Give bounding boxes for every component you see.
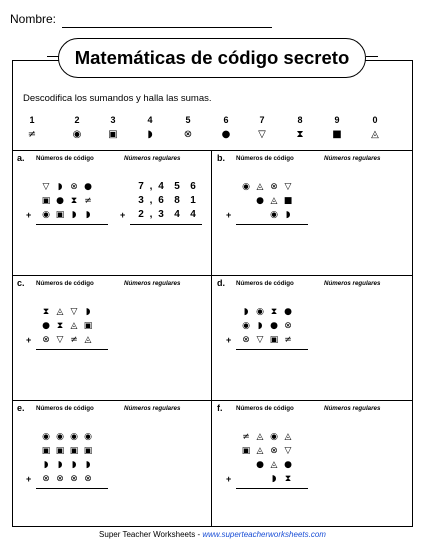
problem-panel [12,400,212,525]
key-digit: 0 [372,115,378,125]
code-symbol-icon: ⊗ [270,182,278,192]
code-symbol-icon: ◗ [271,474,277,484]
key-item [214,113,238,143]
code-row [226,430,306,444]
code-symbol-icon: ◬ [256,182,264,192]
code-symbol-icon: ◉ [84,432,92,442]
problem-panel [212,400,412,525]
code-symbol-icon: ◬ [270,196,278,206]
code-numbers-header: Números de código [36,405,94,412]
key-digit: 1 [29,115,35,125]
code-row [26,458,106,472]
code-symbol-icon: ≠ [84,196,92,206]
code-symbol-icon: ▣ [83,321,93,331]
key-symbol-icon: ▽ [258,129,266,140]
key-symbol-icon: ● [221,129,231,140]
regular-digit: 6 [190,181,196,192]
code-symbol-icon: ▽ [284,446,292,456]
regular-digit: , [149,209,153,220]
code-symbol-icon: ● [84,182,92,192]
code-row [226,472,306,486]
code-symbol-icon: ▣ [41,196,51,206]
code-numbers-header: Números de código [236,280,294,287]
code-symbol-icon: ◉ [42,210,50,220]
code-symbol-icon: ⊗ [242,335,250,345]
regular-digit: 1 [190,195,196,206]
code-symbol-icon: ▽ [42,182,50,192]
code-symbol-icon: ● [256,460,264,470]
code-numbers-header: Números de código [36,155,94,162]
code-symbol-icon: ◉ [242,321,250,331]
regular-row [120,208,200,222]
code-row [226,208,306,222]
code-row [26,194,106,208]
key-symbol-icon: ⧗ [296,129,304,140]
code-row [226,333,306,347]
key-item [288,113,312,143]
code-row [26,472,106,486]
regular-numbers-header: Números regulares [124,280,181,287]
code-symbol-icon: ⧗ [270,307,278,317]
plus-sign: + [226,335,232,345]
regular-numbers-header: Números regulares [124,405,181,412]
plus-sign: + [226,210,232,220]
code-addends [226,305,306,347]
code-symbol-icon: ▣ [269,335,279,345]
code-symbol-icon: ⊗ [70,182,78,192]
regular-numbers-header: Números regulares [324,155,381,162]
code-symbol-icon: ● [42,321,50,331]
code-row [26,180,106,194]
sum-line [130,224,202,225]
plus-sign: + [26,474,32,484]
problem-panel [212,275,412,400]
key-symbol-icon: ≠ [27,129,37,140]
regular-digit: 3 [138,195,144,206]
key-symbol-icon: ◉ [72,129,82,140]
key-item [250,113,274,143]
code-addends [226,430,306,486]
code-symbol-icon: ● [284,307,292,317]
regular-digit: , [149,195,153,206]
code-row [226,458,306,472]
code-symbol-icon: ▽ [256,335,264,345]
code-symbol-icon: ● [256,196,264,206]
regular-digit: 4 [174,209,180,220]
code-addends [26,180,106,222]
code-symbol-icon: ◉ [270,210,278,220]
symbol-key [15,113,405,143]
problem-letter: d. [217,278,225,288]
code-symbol-icon: ◉ [42,432,50,442]
key-digit: 5 [185,115,191,125]
regular-digit: 3 [158,209,164,220]
plus-sign: + [120,210,126,220]
code-symbol-icon: ⧗ [284,474,292,484]
code-symbol-icon: ● [56,196,64,206]
code-symbol-icon: ◗ [57,460,63,470]
code-row [226,194,306,208]
code-symbol-icon: ● [284,460,292,470]
regular-numbers-header: Números regulares [324,405,381,412]
key-item [176,113,200,143]
code-symbol-icon: ▽ [284,182,292,192]
code-addends [226,180,306,222]
sum-line [36,349,108,350]
code-addends [26,430,106,486]
plus-sign: + [26,210,32,220]
code-symbol-icon: ▣ [55,210,65,220]
problem-letter: f. [217,403,223,413]
plus-sign: + [26,335,32,345]
key-item [20,113,44,143]
code-symbol-icon: ≠ [70,335,78,345]
key-item [65,113,89,143]
code-symbol-icon: ◗ [71,460,77,470]
regular-row [120,180,200,194]
code-row [226,444,306,458]
footer [0,530,425,539]
footer-text: Super Teacher Worksheets - [99,530,203,539]
problem-letter: a. [17,153,25,163]
code-symbol-icon: ⊗ [42,335,50,345]
code-symbol-icon: ⧗ [56,321,64,331]
code-symbol-icon: ◉ [256,307,264,317]
code-symbol-icon: ◬ [256,446,264,456]
code-symbol-icon: ◗ [85,460,91,470]
code-row [26,305,106,319]
problem-panel [12,150,212,275]
problem-panel [212,150,412,275]
code-numbers-header: Números de código [236,405,294,412]
regular-digit: 8 [174,195,180,206]
code-symbol-icon: ◉ [242,182,250,192]
code-symbol-icon: ⊗ [70,474,78,484]
code-symbol-icon: ◗ [43,460,49,470]
code-symbol-icon: ▣ [55,446,65,456]
code-symbol-icon: ◬ [56,307,64,317]
code-row [26,430,106,444]
key-digit: 4 [147,115,153,125]
code-symbol-icon: ⊗ [270,446,278,456]
plus-sign: + [226,474,232,484]
code-symbol-icon: ▣ [83,446,93,456]
sum-line [236,488,308,489]
regular-row [120,194,200,208]
key-symbol-icon: ⊗ [183,129,193,140]
key-item [101,113,125,143]
code-symbol-icon: ◬ [270,460,278,470]
key-item [363,113,387,143]
key-item [325,113,349,143]
code-row [226,319,306,333]
code-symbol-icon: ⊗ [42,474,50,484]
code-symbol-icon: ◬ [84,335,92,345]
key-digit: 9 [334,115,340,125]
code-symbol-icon: ◗ [57,182,63,192]
code-symbol-icon: ◬ [284,432,292,442]
code-numbers-header: Números de código [36,280,94,287]
code-symbol-icon: ⧗ [70,196,78,206]
key-symbol-icon: ■ [332,129,342,140]
code-row [26,319,106,333]
code-symbol-icon: ◉ [70,432,78,442]
code-symbol-icon: ◗ [285,210,291,220]
key-digit: 6 [223,115,229,125]
code-symbol-icon: ● [270,321,278,331]
key-item [138,113,162,143]
code-symbol-icon: ≠ [284,335,292,345]
code-symbol-icon: ▽ [56,335,64,345]
code-symbol-icon: ◗ [85,210,91,220]
code-symbol-icon: ◉ [56,432,64,442]
sum-line [36,224,108,225]
code-symbol-icon: ◗ [257,321,263,331]
key-digit: 3 [110,115,116,125]
key-digit: 7 [259,115,265,125]
instructions: Descodifica los sumandos y halla las sumas. [23,93,212,104]
code-row [226,305,306,319]
code-numbers-header: Números de código [236,155,294,162]
regular-numbers-header: Números regulares [324,280,381,287]
code-symbol-icon: ■ [283,196,293,206]
code-symbol-icon: ◬ [70,321,78,331]
code-symbol-icon: ▽ [70,307,78,317]
code-row [26,444,106,458]
page-title: Matemáticas de código secreto [58,38,366,78]
regular-numbers-header: Números regulares [124,155,181,162]
key-digit: 8 [297,115,303,125]
regular-digit: 5 [174,181,180,192]
code-symbol-icon: ▣ [69,446,79,456]
code-symbol-icon: ▣ [41,446,51,456]
key-symbol-icon: ◬ [371,129,379,140]
code-symbol-icon: ◉ [270,432,278,442]
regular-digit: 6 [158,195,164,206]
code-symbol-icon: ⊗ [56,474,64,484]
code-row [26,208,106,222]
code-symbol-icon: ▣ [241,446,251,456]
footer-link[interactable]: www.superteacherworksheets.com [202,530,326,539]
code-symbol-icon: ◗ [243,307,249,317]
code-symbol-icon: ◗ [85,307,91,317]
code-row [226,180,306,194]
problem-panel [12,275,212,400]
key-digit: 2 [74,115,80,125]
code-addends [26,305,106,347]
name-line[interactable] [62,27,272,28]
regular-digit: 7 [138,181,144,192]
code-symbol-icon: ⊗ [84,474,92,484]
code-symbol-icon: ◬ [256,432,264,442]
problem-letter: c. [17,278,25,288]
sum-line [236,224,308,225]
problem-letter: e. [17,403,25,413]
sum-line [236,349,308,350]
regular-digit: 4 [158,181,164,192]
code-symbol-icon: ⊗ [284,321,292,331]
key-symbol-icon: ◗ [147,129,153,140]
name-label: Nombre: [10,12,57,26]
regular-digit: 4 [190,209,196,220]
sum-line [36,488,108,489]
code-symbol-icon: ⧗ [42,307,50,317]
regular-digit: , [149,181,153,192]
regular-addends [120,180,200,222]
problem-letter: b. [217,153,225,163]
code-symbol-icon: ≠ [242,432,250,442]
code-symbol-icon: ◗ [71,210,77,220]
key-symbol-icon: ▣ [108,129,118,140]
title-right-wing [366,56,378,57]
regular-digit: 2 [138,209,144,220]
code-row [26,333,106,347]
